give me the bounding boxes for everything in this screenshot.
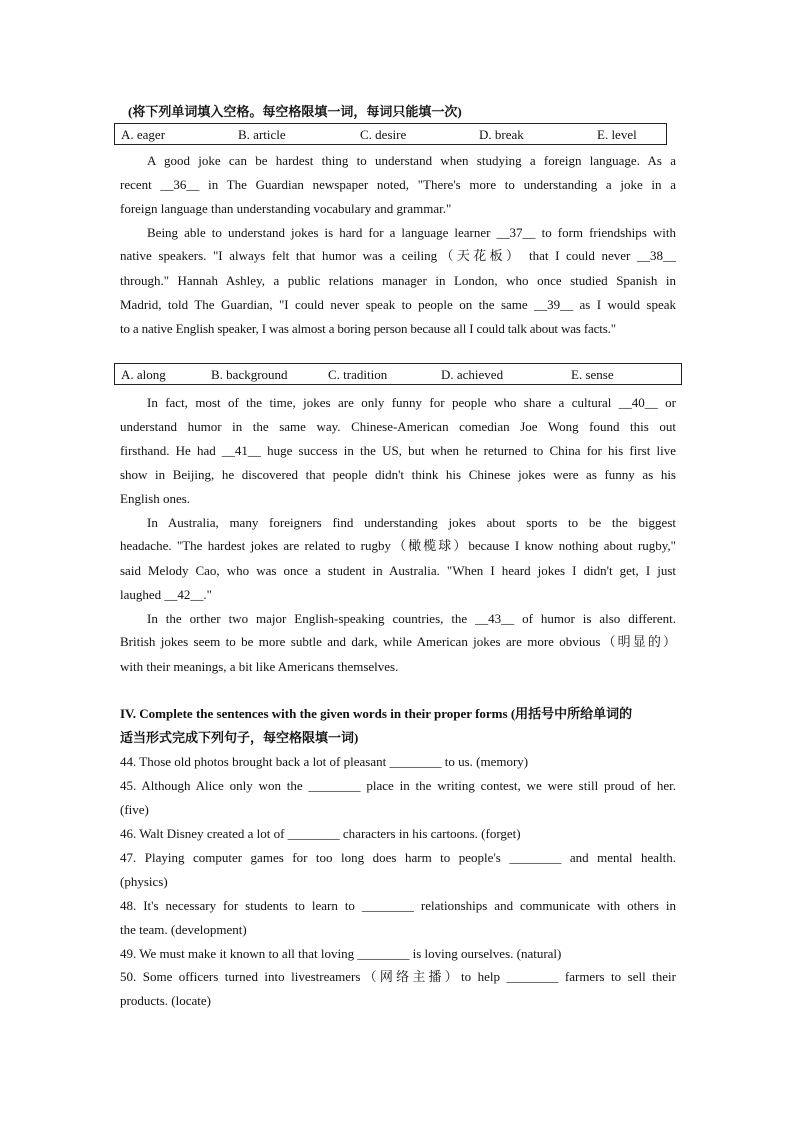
passage-line: through." Hannah Ashley, a public relations manager in London, who once studied Spanish in <box>120 273 676 288</box>
passage-line: understand humor in the same way. Chinese-American comedian Joe Wong found this out <box>120 419 676 434</box>
question-44: 44. Those old photos brought back a lot of pleasant ________ to us. (memory) <box>120 754 529 769</box>
passage-line: In Australia, many foreigners find understanding jokes about sports to be the biggest <box>147 515 676 530</box>
passage-line: A good joke can be hardest thing to understand when studying a foreign language. As a <box>147 153 676 168</box>
word-bank-option: A. along <box>121 367 166 382</box>
question-47-hint: (physics) <box>120 874 168 889</box>
word-bank-option: B. article <box>238 127 286 142</box>
passage-line: Being able to understand jokes is hard for a language learner __37__ to form friendships with <box>147 225 676 240</box>
question-48: 48. It's necessary for students to learn to ________ relationships and communicate with others in <box>120 898 676 913</box>
passage-line: foreign language than understanding vocabulary and grammar." <box>120 201 452 216</box>
section-iv-subtitle: 适当形式完成下列句子，每空格限填一词) <box>120 730 359 745</box>
word-bank-option: D. achieved <box>441 367 504 382</box>
question-49: 49. We must make it known to all that loving ________ is loving ourselves. (natural) <box>120 946 562 961</box>
passage-line: firsthand. He had __41__ huge success in the US, but when he returned to China for his first live <box>120 443 676 458</box>
passage-line: recent __36__ in The Guardian newspaper noted, "There's more to understanding a joke in a <box>120 177 676 192</box>
passage-line: British jokes seem to be more subtle and dark, while American jokes are more obvious（明显的） <box>120 634 676 649</box>
word-bank-box-1 <box>114 123 667 145</box>
word-bank-option: A. eager <box>121 127 166 142</box>
passage-line: to a native English speaker, I was almost a boring person because all I could talk about was facts." <box>120 321 616 336</box>
question-47: 47. Playing computer games for too long does harm to people's ________ and mental health. <box>120 850 676 865</box>
section-iv-title: IV. Complete the sentences with the given words in their proper forms (用括号中所给单词的 <box>120 706 633 721</box>
question-50-hint: products. (locate) <box>120 993 211 1008</box>
passage-line: headache. "The hardest jokes are related to rugby（橄榄球）because I know nothing about rugby," <box>120 538 676 553</box>
question-46: 46. Walt Disney created a lot of ________ characters in his cartoons. (forget) <box>120 826 521 841</box>
word-bank-option: C. desire <box>360 127 407 142</box>
passage-line: said Melody Cao, who was once a student in Australia. "When I heard jokes I didn't get, I just <box>120 563 676 578</box>
word-bank-option: C. tradition <box>328 367 388 382</box>
question-50: 50. Some officers turned into livestreamers（网络主播）to help ________ farmers to sell their <box>120 969 676 984</box>
word-bank-option: E. level <box>597 127 637 142</box>
word-bank-option: B. background <box>211 367 288 382</box>
word-bank-box-2 <box>114 363 682 385</box>
question-45-hint: (five) <box>120 802 149 817</box>
passage-line: In fact, most of the time, jokes are only funny for people who share a cultural __40__ or <box>147 395 676 410</box>
passage-line: In the orther two major English-speaking countries, the __43__ of humor is also different. <box>147 611 676 626</box>
passage-line: native speakers. "I always felt that humor was a ceiling（天花板） that I could never __38__ <box>120 248 676 263</box>
passage-line: laughed __42__." <box>120 587 212 602</box>
question-45: 45. Although Alice only won the ________ place in the writing contest, we were still proud of her. <box>120 778 676 793</box>
word-bank-option: D. break <box>479 127 524 142</box>
passage-line: with their meanings, a bit like Americans themselves. <box>120 659 399 674</box>
passage-line: show in Beijing, he discovered that people didn't think his Chinese jokes were as funny as his <box>120 467 676 482</box>
passage-line: English ones. <box>120 491 191 506</box>
word-bank-option: E. sense <box>571 367 614 382</box>
instruction-heading: (将下列单词填入空格。每空格限填一词，每词只能填一次) <box>128 104 462 119</box>
passage-line: Madrid, told The Guardian, "I could never speak to people on the same __39__ as I would speak <box>120 297 676 312</box>
question-48-hint: the team. (development) <box>120 922 247 937</box>
